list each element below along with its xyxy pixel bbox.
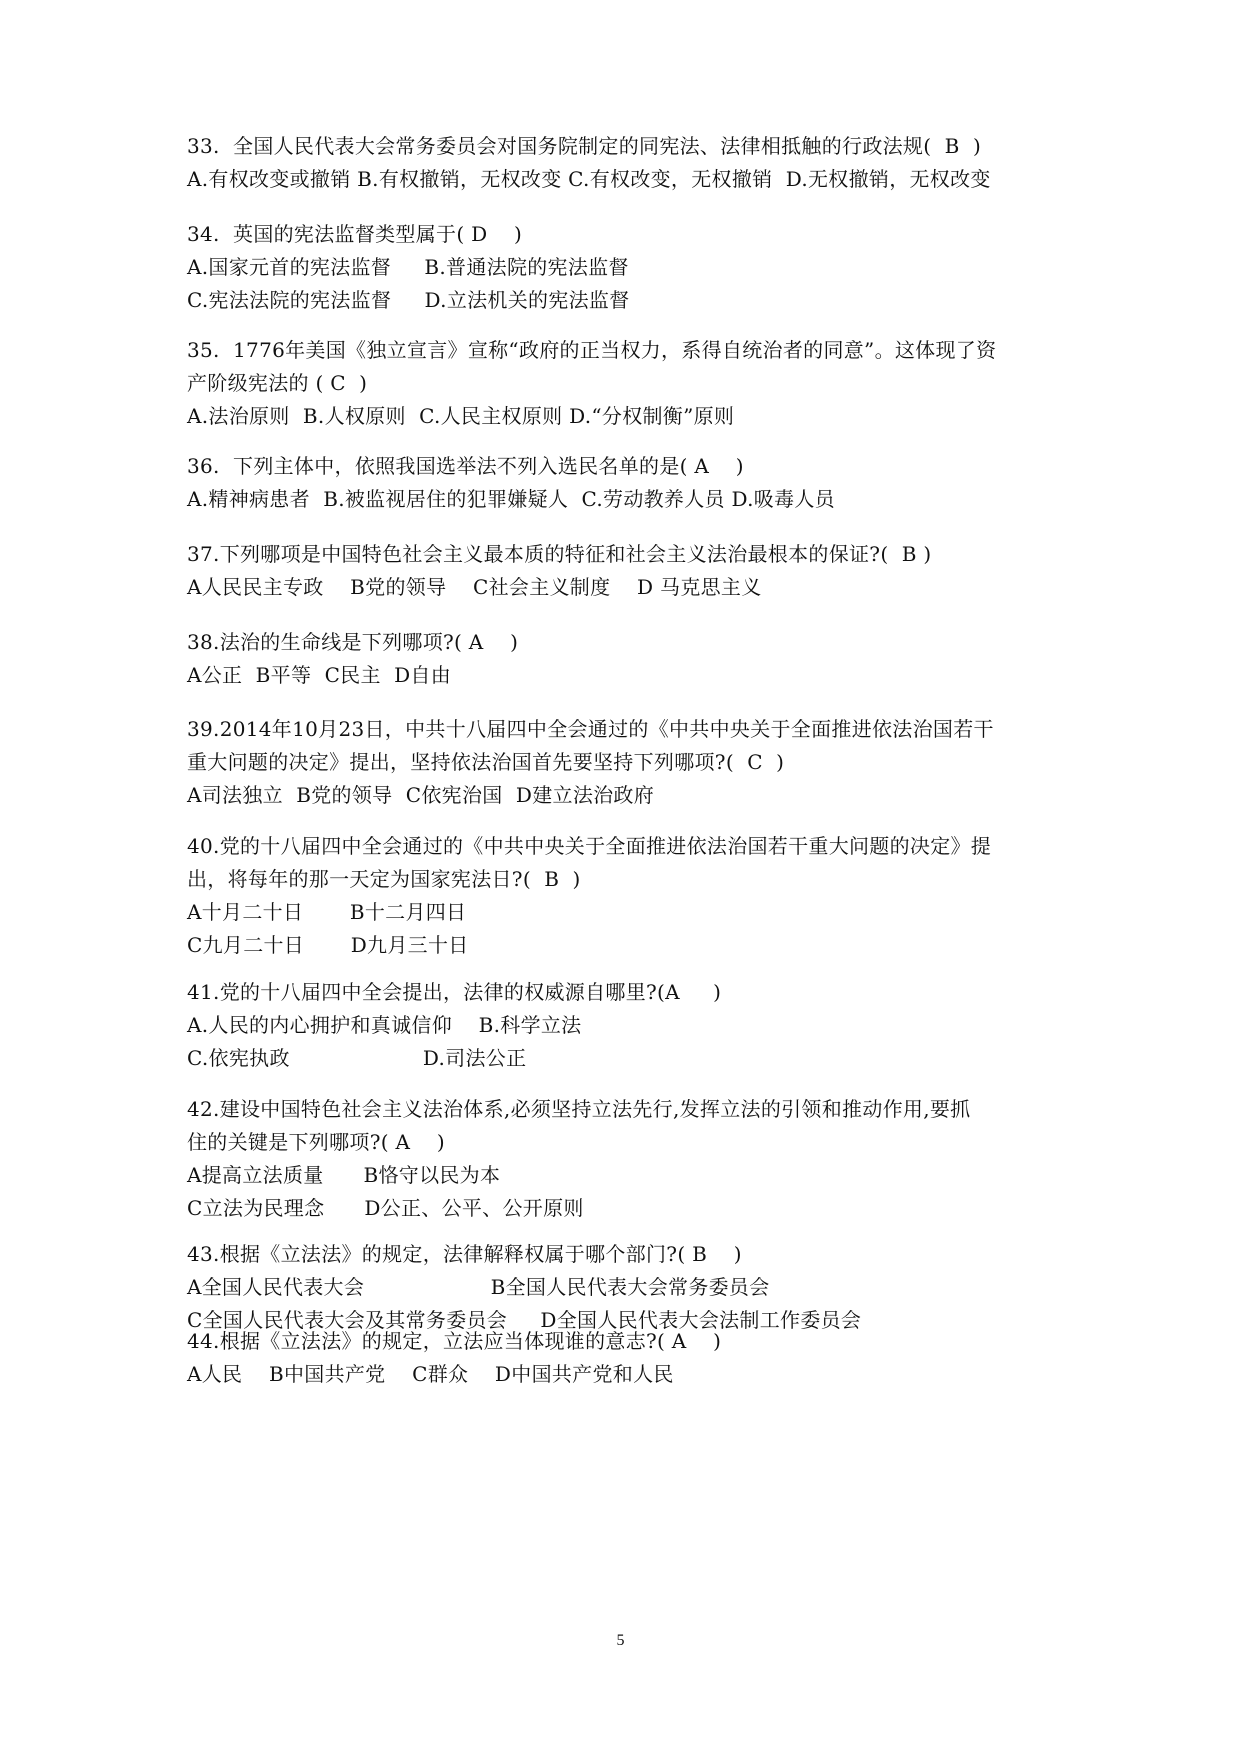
question-stem: 41.党的十八届四中全会提出，法律的权威源自哪里?(A ) — [187, 980, 722, 1004]
question-43 — [187, 1238, 1067, 1337]
question-options: A全国人民代表大会 B全国人民代表大会常务委员会 — [187, 1275, 770, 1299]
question-40 — [187, 830, 1067, 962]
question-options: A人民民主专政 B党的领导 C社会主义制度 D 马克思主义 — [187, 575, 762, 599]
question-options: C全国人民代表大会及其常务委员会 D全国人民代表大会法制工作委员会 — [187, 1308, 862, 1332]
question-options: C.依宪执政 D.司法公正 — [187, 1046, 527, 1070]
question-stem: 42.建设中国特色社会主义法治体系,必须坚持立法先行,发挥立法的引领和推动作用,要抓 — [187, 1097, 971, 1121]
question-stem: 44.根据《立法法》的规定，立法应当体现谁的意志?( A ) — [187, 1329, 722, 1353]
question-34 — [187, 218, 1067, 317]
page-number: 5 — [616, 1632, 625, 1649]
question-37 — [187, 538, 1067, 604]
question-stem: 出，将每年的那一天定为国家宪法日?( B ) — [187, 867, 581, 891]
question-options: A.国家元首的宪法监督 B.普通法院的宪法监督 — [187, 255, 629, 279]
question-options: A人民 B中国共产党 C群众 D中国共产党和人民 — [187, 1362, 674, 1386]
question-stem: 34. 英国的宪法监督类型属于( D ) — [187, 222, 523, 246]
question-options: C.宪法法院的宪法监督 D.立法机关的宪法监督 — [187, 288, 630, 312]
question-stem: 36. 下列主体中，依照我国选举法不列入选民名单的是( A ) — [187, 454, 744, 478]
question-38 — [187, 626, 1067, 692]
document-page — [187, 0, 1067, 1754]
question-stem: 43.根据《立法法》的规定，法律解释权属于哪个部门?( B ) — [187, 1242, 742, 1266]
question-39 — [187, 713, 1067, 812]
question-stem: 住的关键是下列哪项?( A ) — [187, 1130, 445, 1154]
question-options: C立法为民理念 D公正、公平、公开原则 — [187, 1196, 584, 1220]
question-stem: 产阶级宪法的 ( C ) — [187, 371, 368, 395]
question-options: A司法独立 B党的领导 C依宪治国 D建立法治政府 — [187, 783, 655, 807]
question-options: A公正 B平等 C民主 D自由 — [187, 663, 452, 687]
question-41 — [187, 976, 1067, 1075]
question-35 — [187, 334, 1067, 433]
question-stem: 35. 1776年美国《独立宣言》宣称“政府的正当权力，系得自统治者的同意”。这体现了资 — [187, 338, 997, 362]
question-36 — [187, 450, 1067, 516]
question-33 — [187, 130, 1067, 196]
question-options: C九月二十日 D九月三十日 — [187, 933, 469, 957]
question-44 — [187, 1325, 1067, 1391]
question-stem: 重大问题的决定》提出，坚持依法治国首先要坚持下列哪项?( C ) — [187, 750, 785, 774]
question-options: A.法治原则 B.人权原则 C.人民主权原则 D.“分权制衡”原则 — [187, 404, 735, 428]
question-options: A提高立法质量 B恪守以民为本 — [187, 1163, 501, 1187]
question-options: A十月二十日 B十二月四日 — [187, 900, 467, 924]
question-42 — [187, 1093, 1067, 1225]
question-stem: 38.法治的生命线是下列哪项?( A ) — [187, 630, 519, 654]
question-stem: 40.党的十八届四中全会通过的《中共中央关于全面推进依法治国若干重大问题的决定》提 — [187, 834, 992, 858]
question-options: A.有权改变或撤销 B.有权撤销，无权改变 C.有权改变，无权撤销 D.无权撤销，无权改变 — [187, 167, 991, 191]
question-options: A.精神病患者 B.被监视居住的犯罪嫌疑人 C.劳动教养人员 D.吸毒人员 — [187, 487, 835, 511]
question-stem: 39.2014年10月23日，中共十八届四中全会通过的《中共中央关于全面推进依法治国若干 — [187, 717, 994, 741]
question-options: A.人民的内心拥护和真诚信仰 B.科学立法 — [187, 1013, 582, 1037]
question-stem: 33. 全国人民代表大会常务委员会对国务院制定的同宪法、法律相抵触的行政法规( B ) — [187, 134, 982, 158]
question-stem: 37.下列哪项是中国特色社会主义最本质的特征和社会主义法治最根本的保证?( B ) — [187, 542, 932, 566]
